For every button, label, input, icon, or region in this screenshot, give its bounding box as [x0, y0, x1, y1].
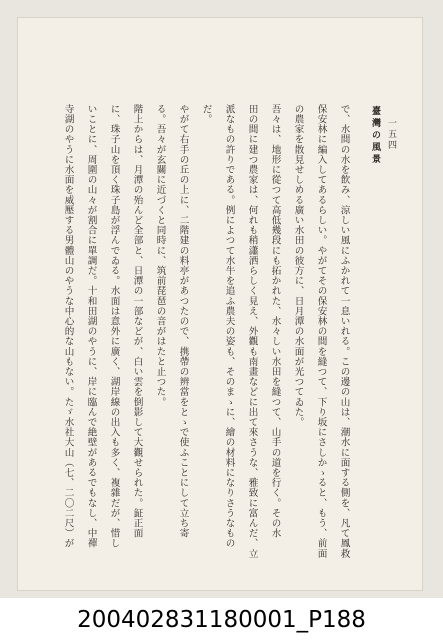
text-line: だ。 [200, 104, 212, 125]
text-line: 階上からは、月潭の殆んど全部と、日潭の一部などが、白い雲を倒影して大觀せられた。鉦正面 [131, 104, 143, 539]
image-id-caption: 200402831180001_P188 [77, 607, 366, 633]
text-line: で、水間の水を飲み、涼しい風にふかれて一息いれる。この邊の山は、潮水に面する側を、凡て鳳救 [338, 104, 350, 559]
book-page [18, 18, 422, 590]
page-number: 一五四 [386, 118, 396, 151]
text-line: 派なもの許りである。例によつて水牛を追ふ農夫の姿も、そのまゝに、繪の材料になりさうなもの [223, 104, 235, 549]
text-line: 田の間に建つ農家は、何れも稍瀟洒らしく見え、外觀も南畫などに出て來さうな、雅致に富んだ、立 [246, 104, 258, 559]
text-line: る。吾々が玄關に近づくと同時に、筑前琵琶の音がはたと止つた。 [154, 104, 166, 407]
text-line: 寺湖のやうに水面を威壓する男體山のやうな中心的な山もない。たゞ水社大山（七、二〇二尺）が [62, 104, 74, 549]
text-line: の農家を散見せしめる廣い水田の彼方に、日月潭の水面が光つてゐた。 [292, 104, 304, 428]
text-line: 吾々は、地形に從つて高低幾段にも拓かれた、水々しい水田を縫つて、山手の道を行く。その水 [269, 104, 281, 539]
text-line: 保安林に編入してあるらしい。やがてその保安林の間を縫つて、下り坂にさしかゝると、もう、前面 [315, 104, 327, 559]
text-line: いことに、周圍の山々が割合に單調だ。十和田湖のやうに、岸に臨んで絶壁があるでもなし、中禪 [85, 104, 97, 549]
text-line: やがて右手の丘の上に、二階建の料亭があつたので、携帶の辨當をとゝで使ふことにして立ち寄 [177, 104, 189, 539]
text-line: に、珠子山を頂く珠子島が浮んでゐる。水面は意外に廣く、湖岸線の出入も多く、複雜だが、惜し [108, 104, 120, 549]
running-title: 臺灣の風景 [370, 106, 380, 166]
